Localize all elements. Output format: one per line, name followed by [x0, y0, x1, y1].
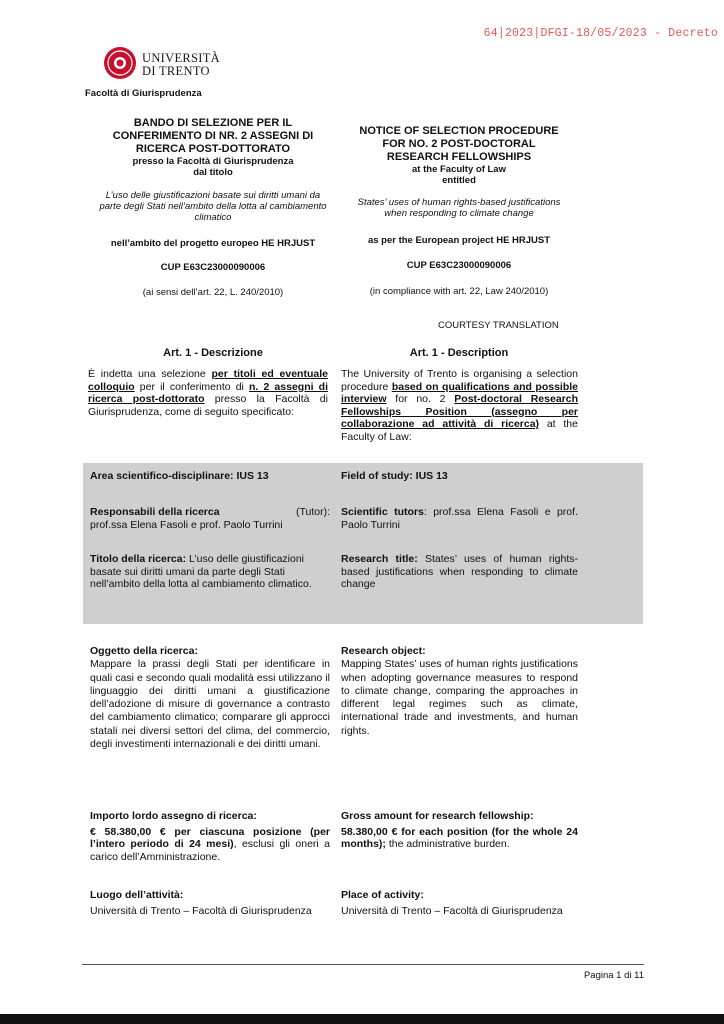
en-art1-p3: at the Faculty of Law:	[341, 418, 578, 443]
en-project: as per the European project HE HRJUST	[367, 235, 551, 246]
it-tutors	[90, 506, 330, 531]
it-research-title	[90, 553, 330, 591]
it-cup: CUP E63C23000090006	[160, 262, 266, 273]
en-art1-text	[341, 368, 578, 443]
university-seal-icon	[102, 44, 138, 82]
en-amount-label: Gross amount for research fellowship:	[341, 810, 534, 822]
it-art1-p3: presso la Facoltà di Giurisprudenza, come di seguito specificato:	[88, 393, 328, 418]
it-object	[90, 645, 330, 751]
en-tutors	[341, 506, 578, 531]
en-title-line-2: FOR NO. 2 POST-DOCTORAL	[382, 138, 536, 150]
it-amount-rest: , esclusi gli oneri a carico dell’Amministrazione.	[90, 838, 331, 863]
logo-line-1: UNIVERSITÀ	[142, 51, 220, 65]
it-research-topic: L’uso delle giustificazioni basate sui diritti umani da parte degli Stati nell’ambito della lotta al cambiamento climatico	[99, 190, 327, 223]
it-tutor-names: prof.ssa Elena Fasoli e prof. Paolo Turrini	[90, 518, 283, 531]
it-art1-b2: n. 2 assegni di ricerca post-dottorato	[88, 380, 328, 405]
en-object	[341, 645, 578, 738]
it-tutor-label: Responsabili della ricerca	[90, 506, 220, 518]
it-amount	[90, 810, 330, 863]
it-place-label: Luogo dell’attività:	[90, 889, 184, 901]
en-tutor-text: : prof.ssa Elena Fasoli e prof. Paolo Turrini	[341, 506, 578, 531]
page-number: Pagina 1 di 11	[583, 970, 644, 981]
it-object-text: Mappare la prassi degli Stati per identificare in quali casi e secondo quali modalità essi utilizzano il linguaggio dei diritti umani a giustificazione dell’adozione di misure di governance a contrasto del cambiamento climatico; comparare gli approcci statali nei diversi settori del clima, del commercio, degli investimenti internazionali e dei diritti umani.	[90, 658, 330, 751]
it-art1-p1: È indetta una selezione	[88, 368, 212, 380]
it-art1-text	[88, 368, 328, 418]
it-subtitle-2: dal titolo	[193, 167, 233, 178]
it-title-line-2: CONFERIMENTO DI NR. 2 ASSEGNI DI	[112, 130, 314, 142]
it-art1-title: Art. 1 - Descrizione	[163, 347, 263, 359]
courtesy-translation: COURTESY TRANSLATION	[438, 320, 559, 331]
it-header	[88, 117, 338, 298]
en-title-line-1: NOTICE OF SELECTION PROCEDURE	[359, 125, 559, 137]
logo-line-2: DI TRENTO	[142, 64, 210, 78]
en-law-ref: (in compliance with art. 22, Law 240/2010)	[369, 286, 549, 297]
it-rtitle-label: Titolo della ricerca:	[90, 553, 187, 565]
it-object-label: Oggetto della ricerca:	[90, 645, 198, 657]
en-rtitle-text: States’ uses of human rights-based justifications when responding to climate change	[341, 553, 578, 590]
en-art1-p1: The University of Trento is organising a selection procedure	[341, 368, 578, 393]
footer-divider	[82, 964, 644, 965]
en-amount-rest: the administrative burden.	[385, 838, 510, 850]
it-area: Area scientifico-disciplinare: IUS 13	[90, 470, 269, 482]
en-amount	[341, 810, 578, 851]
it-law-ref: (ai sensi dell’art. 22, L. 240/2010)	[142, 287, 284, 298]
en-object-text: Mapping States’ uses of human rights justifications when adopting governance measures to respond to climate change, comparing the approaches in different legal regimes such as climate, international trade and investments, and human rights.	[341, 658, 578, 737]
en-art1-b2: Post-doctoral Research Fellowships Position (assegno per collaborazione ad attività di ricerca)	[341, 393, 578, 430]
en-rtitle-label: Research title:	[341, 553, 418, 565]
it-tutor-suffix: (Tutor):	[295, 506, 330, 518]
it-art1-b1: per titoli ed eventuale colloquio	[88, 368, 328, 393]
it-place-text: Università di Trento – Facoltà di Giurisprudenza	[90, 904, 312, 917]
faculty-header: Facoltà di Giurisprudenza	[85, 88, 202, 99]
en-subtitle-1: at the Faculty of Law	[412, 164, 506, 175]
en-art1-p2: for no. 2	[386, 393, 455, 405]
en-cup: CUP E63C23000090006	[406, 260, 512, 271]
en-object-label: Research object:	[341, 645, 426, 657]
en-art1-b1: based on qualifications and possible interview	[341, 380, 579, 405]
it-amount-label: Importo lordo assegno di ricerca:	[90, 810, 257, 822]
en-art1-title: Art. 1 - Description	[409, 347, 509, 359]
en-place-text: Università di Trento – Facoltà di Giurisprudenza	[341, 904, 563, 917]
en-subtitle-2: entitled	[442, 175, 476, 186]
en-title-line-3: RESEARCH FELLOWSHIPS	[386, 151, 532, 163]
it-rtitle-text: L’uso delle giustificazioni basate sui diritti umani da parte degli Stati nell’ambito della lotta al cambiamento climatico.	[90, 553, 312, 590]
it-subtitle-1: presso la Facoltà di Giurisprudenza	[132, 156, 294, 167]
en-header	[340, 125, 578, 297]
protocol-stamp: 64|2023|DFGI-18/05/2023 - Decreto	[483, 27, 718, 40]
it-project: nell’ambito del progetto europeo HE HRJUST	[110, 238, 316, 249]
en-place	[341, 889, 578, 917]
en-research-topic: States’ uses of human rights-based justifications when responding to climate change	[357, 197, 561, 219]
en-amount-value: 58.380,00 € for each position (for the whole 24 months);	[341, 825, 578, 850]
it-amount-value: € 58.380,00 € per ciascuna posizione (per l’intero periodo di 24 mesi)	[90, 825, 330, 850]
university-logo	[102, 44, 232, 86]
it-art1-p2: per il conferimento di	[134, 380, 250, 393]
en-research-title	[341, 553, 578, 591]
en-area: Field of study: IUS 13	[341, 470, 448, 482]
it-place	[90, 889, 330, 917]
en-place-label: Place of activity:	[341, 889, 424, 901]
en-tutor-label: Scientific tutors	[341, 506, 424, 518]
viewer-bottom-bar	[0, 1014, 724, 1024]
it-title-line-3: RICERCA POST-DOTTORATO	[135, 143, 291, 155]
details-box	[83, 463, 643, 624]
it-title-line-1: BANDO DI SELEZIONE PER IL	[133, 117, 293, 129]
